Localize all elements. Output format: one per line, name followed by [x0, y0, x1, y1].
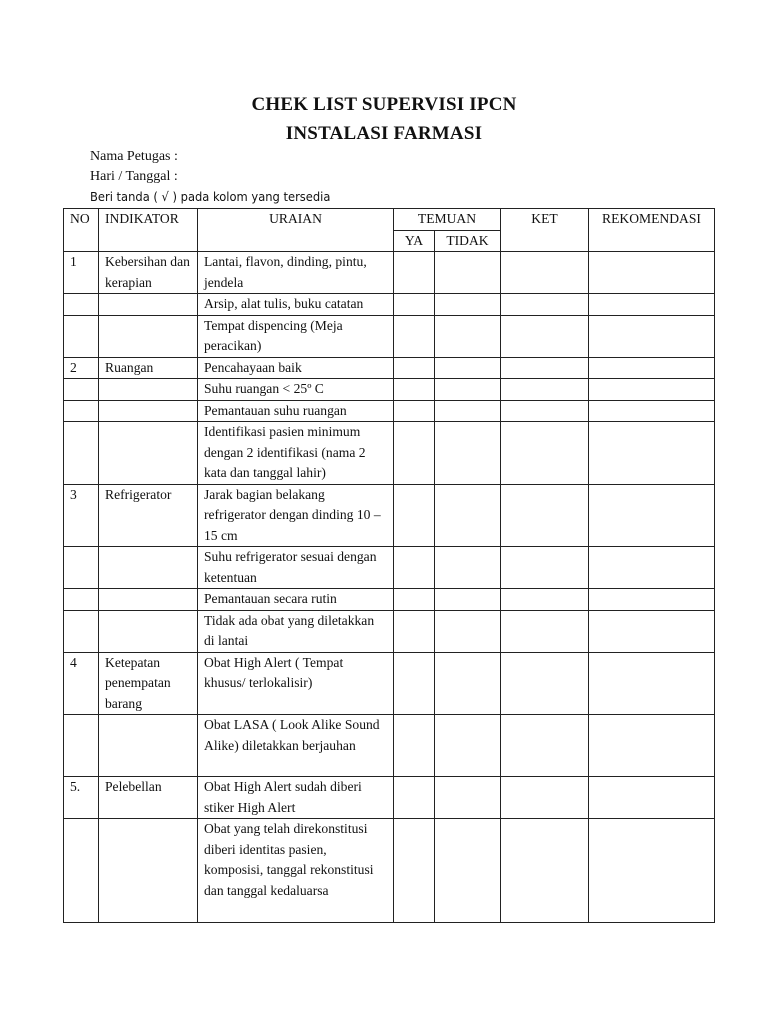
- cell-tidak[interactable]: [435, 357, 501, 379]
- cell-ket[interactable]: [501, 589, 589, 611]
- cell-tidak[interactable]: [435, 547, 501, 589]
- row-indikator: Ruangan: [99, 357, 198, 379]
- cell-ket[interactable]: [501, 610, 589, 652]
- cell-tidak[interactable]: [435, 422, 501, 485]
- cell-rekomendasi[interactable]: [589, 610, 715, 652]
- cell-ya[interactable]: [394, 357, 435, 379]
- cell-ket[interactable]: [501, 422, 589, 485]
- cell-rekomendasi[interactable]: [589, 315, 715, 357]
- row-indikator: Refrigerator: [99, 484, 198, 547]
- header-indikator: INDIKATOR: [99, 209, 198, 252]
- header-ya: YA: [394, 230, 435, 252]
- row-indikator: Kebersihan dan kerapian: [99, 252, 198, 294]
- row-uraian: Obat LASA ( Look Alike Sound Alike) diletakkan berjauhan: [198, 715, 394, 777]
- cell-ket[interactable]: [501, 252, 589, 294]
- row-no: [64, 422, 99, 485]
- row-indikator: [99, 422, 198, 485]
- cell-ket[interactable]: [501, 819, 589, 923]
- table-row: [64, 357, 715, 379]
- cell-rekomendasi[interactable]: [589, 777, 715, 819]
- row-indikator: [99, 589, 198, 611]
- row-no: [64, 315, 99, 357]
- row-no: [64, 379, 99, 401]
- row-no: 5.: [64, 777, 99, 819]
- table-row: [64, 589, 715, 611]
- row-no: 3: [64, 484, 99, 547]
- cell-ya[interactable]: [394, 400, 435, 422]
- cell-ket[interactable]: [501, 652, 589, 715]
- row-uraian: Pemantauan secara rutin: [198, 589, 394, 611]
- cell-rekomendasi[interactable]: [589, 379, 715, 401]
- field-hari-tanggal: Hari / Tanggal :: [90, 169, 178, 184]
- row-no: [64, 400, 99, 422]
- cell-ya[interactable]: [394, 589, 435, 611]
- cell-ket[interactable]: [501, 357, 589, 379]
- cell-rekomendasi[interactable]: [589, 252, 715, 294]
- row-no: [64, 819, 99, 923]
- cell-rekomendasi[interactable]: [589, 589, 715, 611]
- cell-tidak[interactable]: [435, 252, 501, 294]
- header-rekomendasi: REKOMENDASI: [589, 209, 715, 252]
- checklist-table: [63, 208, 715, 923]
- header-tidak: TIDAK: [435, 230, 501, 252]
- cell-ya[interactable]: [394, 379, 435, 401]
- cell-ya[interactable]: [394, 715, 435, 777]
- row-no: [64, 547, 99, 589]
- row-indikator: [99, 294, 198, 316]
- cell-tidak[interactable]: [435, 589, 501, 611]
- cell-tidak[interactable]: [435, 484, 501, 547]
- row-uraian: Pencahayaan baik: [198, 357, 394, 379]
- table-row: [64, 400, 715, 422]
- header-uraian: URAIAN: [198, 209, 394, 252]
- row-uraian: Tidak ada obat yang diletakkan di lantai: [198, 610, 394, 652]
- table-row: [64, 610, 715, 652]
- row-indikator: Pelebellan: [99, 777, 198, 819]
- cell-tidak[interactable]: [435, 315, 501, 357]
- table-row: [64, 777, 715, 819]
- cell-rekomendasi[interactable]: [589, 400, 715, 422]
- field-nama-petugas: Nama Petugas :: [90, 149, 178, 164]
- cell-tidak[interactable]: [435, 819, 501, 923]
- cell-ya[interactable]: [394, 819, 435, 923]
- row-indikator: [99, 379, 198, 401]
- table-row: [64, 484, 715, 547]
- row-no: [64, 715, 99, 777]
- row-uraian: Arsip, alat tulis, buku catatan: [198, 294, 394, 316]
- row-uraian: Identifikasi pasien minimum dengan 2 identifikasi (nama 2 kata dan tanggal lahir): [198, 422, 394, 485]
- cell-rekomendasi[interactable]: [589, 819, 715, 923]
- cell-tidak[interactable]: [435, 400, 501, 422]
- header-ket: KET: [501, 209, 589, 252]
- row-indikator: Ketepatan penempatan barang: [99, 652, 198, 715]
- header-no: NO: [64, 209, 99, 252]
- cell-rekomendasi[interactable]: [589, 357, 715, 379]
- row-no: 1: [64, 252, 99, 294]
- row-indikator: [99, 610, 198, 652]
- row-no: 4: [64, 652, 99, 715]
- cell-ket[interactable]: [501, 294, 589, 316]
- cell-ket[interactable]: [501, 379, 589, 401]
- cell-ya[interactable]: [394, 652, 435, 715]
- document-subtitle: INSTALASI FARMASI: [285, 123, 483, 144]
- cell-ket[interactable]: [501, 315, 589, 357]
- cell-tidak[interactable]: [435, 777, 501, 819]
- cell-rekomendasi[interactable]: [589, 484, 715, 547]
- row-indikator: [99, 547, 198, 589]
- table-row: [64, 819, 715, 923]
- document-title: CHEK LIST SUPERVISI IPCN: [251, 94, 517, 115]
- cell-ket[interactable]: [501, 715, 589, 777]
- row-uraian: Lantai, flavon, dinding, pintu, jendela: [198, 252, 394, 294]
- cell-ya[interactable]: [394, 547, 435, 589]
- cell-ya[interactable]: [394, 777, 435, 819]
- table-row: [64, 547, 715, 589]
- cell-ya[interactable]: [394, 294, 435, 316]
- row-no: [64, 589, 99, 611]
- table-row: [64, 422, 715, 485]
- cell-ya[interactable]: [394, 484, 435, 547]
- row-uraian: Pemantauan suhu ruangan: [198, 400, 394, 422]
- row-indikator: [99, 400, 198, 422]
- cell-tidak[interactable]: [435, 715, 501, 777]
- row-uraian: Obat High Alert ( Tempat khusus/ terlokalisir): [198, 652, 394, 715]
- cell-rekomendasi[interactable]: [589, 715, 715, 777]
- row-uraian: Obat yang telah direkonstitusi diberi identitas pasien, komposisi, tanggal rekonstitusi dan tanggal kedaluarsa: [198, 819, 394, 923]
- row-no: [64, 610, 99, 652]
- row-uraian: Tempat dispencing (Meja peracikan): [198, 315, 394, 357]
- cell-ket[interactable]: [501, 777, 589, 819]
- cell-ket[interactable]: [501, 484, 589, 547]
- cell-rekomendasi[interactable]: [589, 294, 715, 316]
- table-row: [64, 652, 715, 715]
- cell-ya[interactable]: [394, 610, 435, 652]
- table-row: [64, 715, 715, 777]
- row-no: [64, 294, 99, 316]
- cell-ket[interactable]: [501, 400, 589, 422]
- row-uraian: Jarak bagian belakang refrigerator dengan dinding 10 – 15 cm: [198, 484, 394, 547]
- row-indikator: [99, 315, 198, 357]
- cell-tidak[interactable]: [435, 379, 501, 401]
- cell-ya[interactable]: [394, 422, 435, 485]
- table-row: [64, 315, 715, 357]
- row-indikator: [99, 715, 198, 777]
- row-no: 2: [64, 357, 99, 379]
- cell-tidak[interactable]: [435, 652, 501, 715]
- table-row: [64, 294, 715, 316]
- cell-ya[interactable]: [394, 252, 435, 294]
- row-uraian: Suhu ruangan < 25º C: [198, 379, 394, 401]
- cell-rekomendasi[interactable]: [589, 547, 715, 589]
- header-temuan: TEMUAN: [394, 209, 501, 231]
- cell-rekomendasi[interactable]: [589, 652, 715, 715]
- row-uraian: Suhu refrigerator sesuai dengan ketentuan: [198, 547, 394, 589]
- cell-ket[interactable]: [501, 547, 589, 589]
- cell-tidak[interactable]: [435, 610, 501, 652]
- table-row: [64, 379, 715, 401]
- cell-ya[interactable]: [394, 315, 435, 357]
- row-uraian: Obat High Alert sudah diberi stiker High Alert: [198, 777, 394, 819]
- table-row: [64, 252, 715, 294]
- instruction-text: Beri tanda ( √ ) pada kolom yang tersedia: [90, 189, 331, 204]
- row-indikator: [99, 819, 198, 923]
- cell-rekomendasi[interactable]: [589, 422, 715, 485]
- cell-tidak[interactable]: [435, 294, 501, 316]
